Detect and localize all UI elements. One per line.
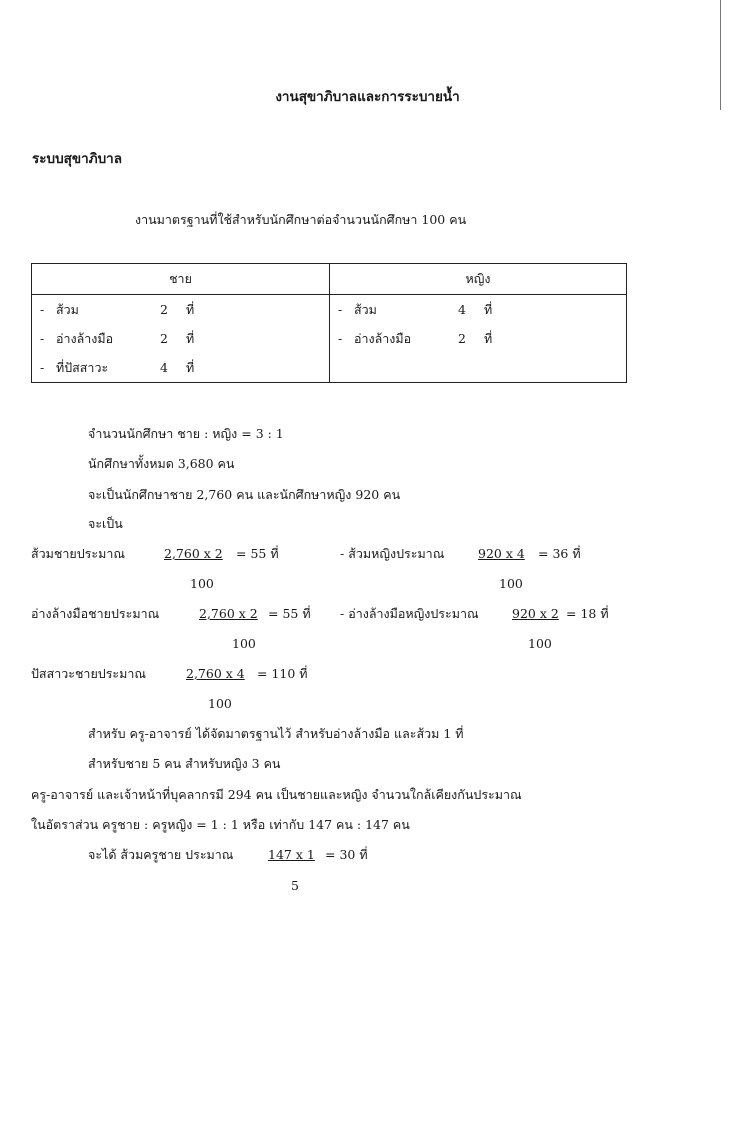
teacher-toilet-formula: 147 x 1 <box>268 847 315 862</box>
teacher-ratio-line: ในอัตราส่วน ครูชาย : ครูหญิง = 1 : 1 หรือ เท่ากับ 147 คน : 147 คน <box>31 817 410 832</box>
male-urinal-denominator: 100 <box>208 696 232 711</box>
female-toilet-label: - ส้วมหญิงประมาณ <box>340 546 445 561</box>
bullet-dash: - <box>40 331 45 346</box>
female-item: ส้วม <box>354 301 377 317</box>
section-heading: ระบบสุขาภิบาล <box>32 151 123 167</box>
female-unit: ที่ <box>484 330 493 346</box>
ratio-line: จำนวนนักศึกษา ชาย : หญิง = 3 : 1 <box>88 426 284 441</box>
male-unit: ที่ <box>186 359 195 375</box>
female-qty: 4 <box>458 302 466 317</box>
male-toilet-label: ส้วมชายประมาณ <box>31 546 125 561</box>
female-row-empty <box>330 353 627 383</box>
female-qty: 2 <box>458 331 466 346</box>
male-toilet-denominator: 100 <box>190 576 214 591</box>
male-urinal-result: = 110 ที่ <box>257 666 308 681</box>
female-unit: ที่ <box>484 301 493 317</box>
male-toilet-formula: 2,760 x 2 <box>164 546 223 561</box>
female-toilet-result: = 36 ที่ <box>538 546 581 561</box>
male-urinal-label: ปัสสาวะชายประมาณ <box>31 666 146 681</box>
male-item: ส้วม <box>56 301 79 317</box>
will-be-line: จะเป็น <box>88 516 123 531</box>
female-item: อ่างล้างมือ <box>354 330 412 346</box>
male-row-urinal <box>32 353 330 383</box>
female-basin-formula: 920 x 2 <box>512 606 559 621</box>
female-toilet-formula: 920 x 4 <box>478 546 525 561</box>
bullet-dash: - <box>338 302 343 317</box>
male-toilet-result: = 55 ที่ <box>236 546 279 561</box>
total-students-line: นักศึกษาทั้งหมด 3,680 คน <box>88 456 235 471</box>
male-unit: ที่ <box>186 330 195 346</box>
standards-table <box>31 263 627 383</box>
male-qty: 4 <box>160 360 168 375</box>
split-line: จะเป็นนักศึกษาชาย 2,760 คน และนักศึกษาหญิง 920 คน <box>88 487 401 502</box>
female-toilet-denominator: 100 <box>499 576 523 591</box>
male-qty: 2 <box>160 331 168 346</box>
bullet-dash: - <box>40 360 45 375</box>
male-basin-result: = 55 ที่ <box>268 606 311 621</box>
female-basin-result: = 18 ที่ <box>566 606 609 621</box>
male-basin-denominator: 100 <box>232 636 256 651</box>
page-number: 5 <box>291 878 299 893</box>
female-row-basin <box>330 324 627 353</box>
teacher-toilet-label: จะได้ ส้วมครูชาย ประมาณ <box>88 847 234 862</box>
bullet-dash: - <box>40 302 45 317</box>
male-unit: ที่ <box>186 301 195 317</box>
teacher-count-line: ครู-อาจารย์ และเจ้าหน้าที่บุคลากรมี 294 คน เป็นชายและหญิง จำนวนใกล้เคียงกันประมาณ <box>31 787 522 802</box>
male-item: อ่างล้างมือ <box>56 330 114 346</box>
male-qty: 2 <box>160 302 168 317</box>
female-row-toilet <box>330 295 627 325</box>
teacher-gender-line: สำหรับชาย 5 คน สำหรับหญิง 3 คน <box>88 756 281 771</box>
teacher-standard-line: สำหรับ ครู-อาจารย์ ได้จัดมาตรฐานไว้ สำหรับอ่างล้างมือ และส้วม 1 ที่ <box>88 726 464 741</box>
bullet-dash: - <box>338 331 343 346</box>
page-title: งานสุขาภิบาลและการระบายน้ำ <box>275 89 460 105</box>
male-row-basin <box>32 324 330 353</box>
male-urinal-formula: 2,760 x 4 <box>186 666 245 681</box>
male-row-toilet <box>32 295 330 325</box>
male-item: ที่ปัสสาวะ <box>56 359 109 375</box>
teacher-toilet-result: = 30 ที่ <box>325 847 368 862</box>
male-basin-label: อ่างล้างมือชายประมาณ <box>31 606 160 621</box>
male-basin-formula: 2,760 x 2 <box>199 606 258 621</box>
female-basin-label: - อ่างล้างมือหญิงประมาณ <box>340 606 479 621</box>
table-header-male: ชาย <box>32 264 330 295</box>
table-caption: งานมาตรฐานที่ใช้สำหรับนักศึกษาต่อจำนวนนักศึกษา 100 คน <box>135 212 467 227</box>
female-basin-denominator: 100 <box>528 636 552 651</box>
table-header-female: หญิง <box>330 264 627 295</box>
